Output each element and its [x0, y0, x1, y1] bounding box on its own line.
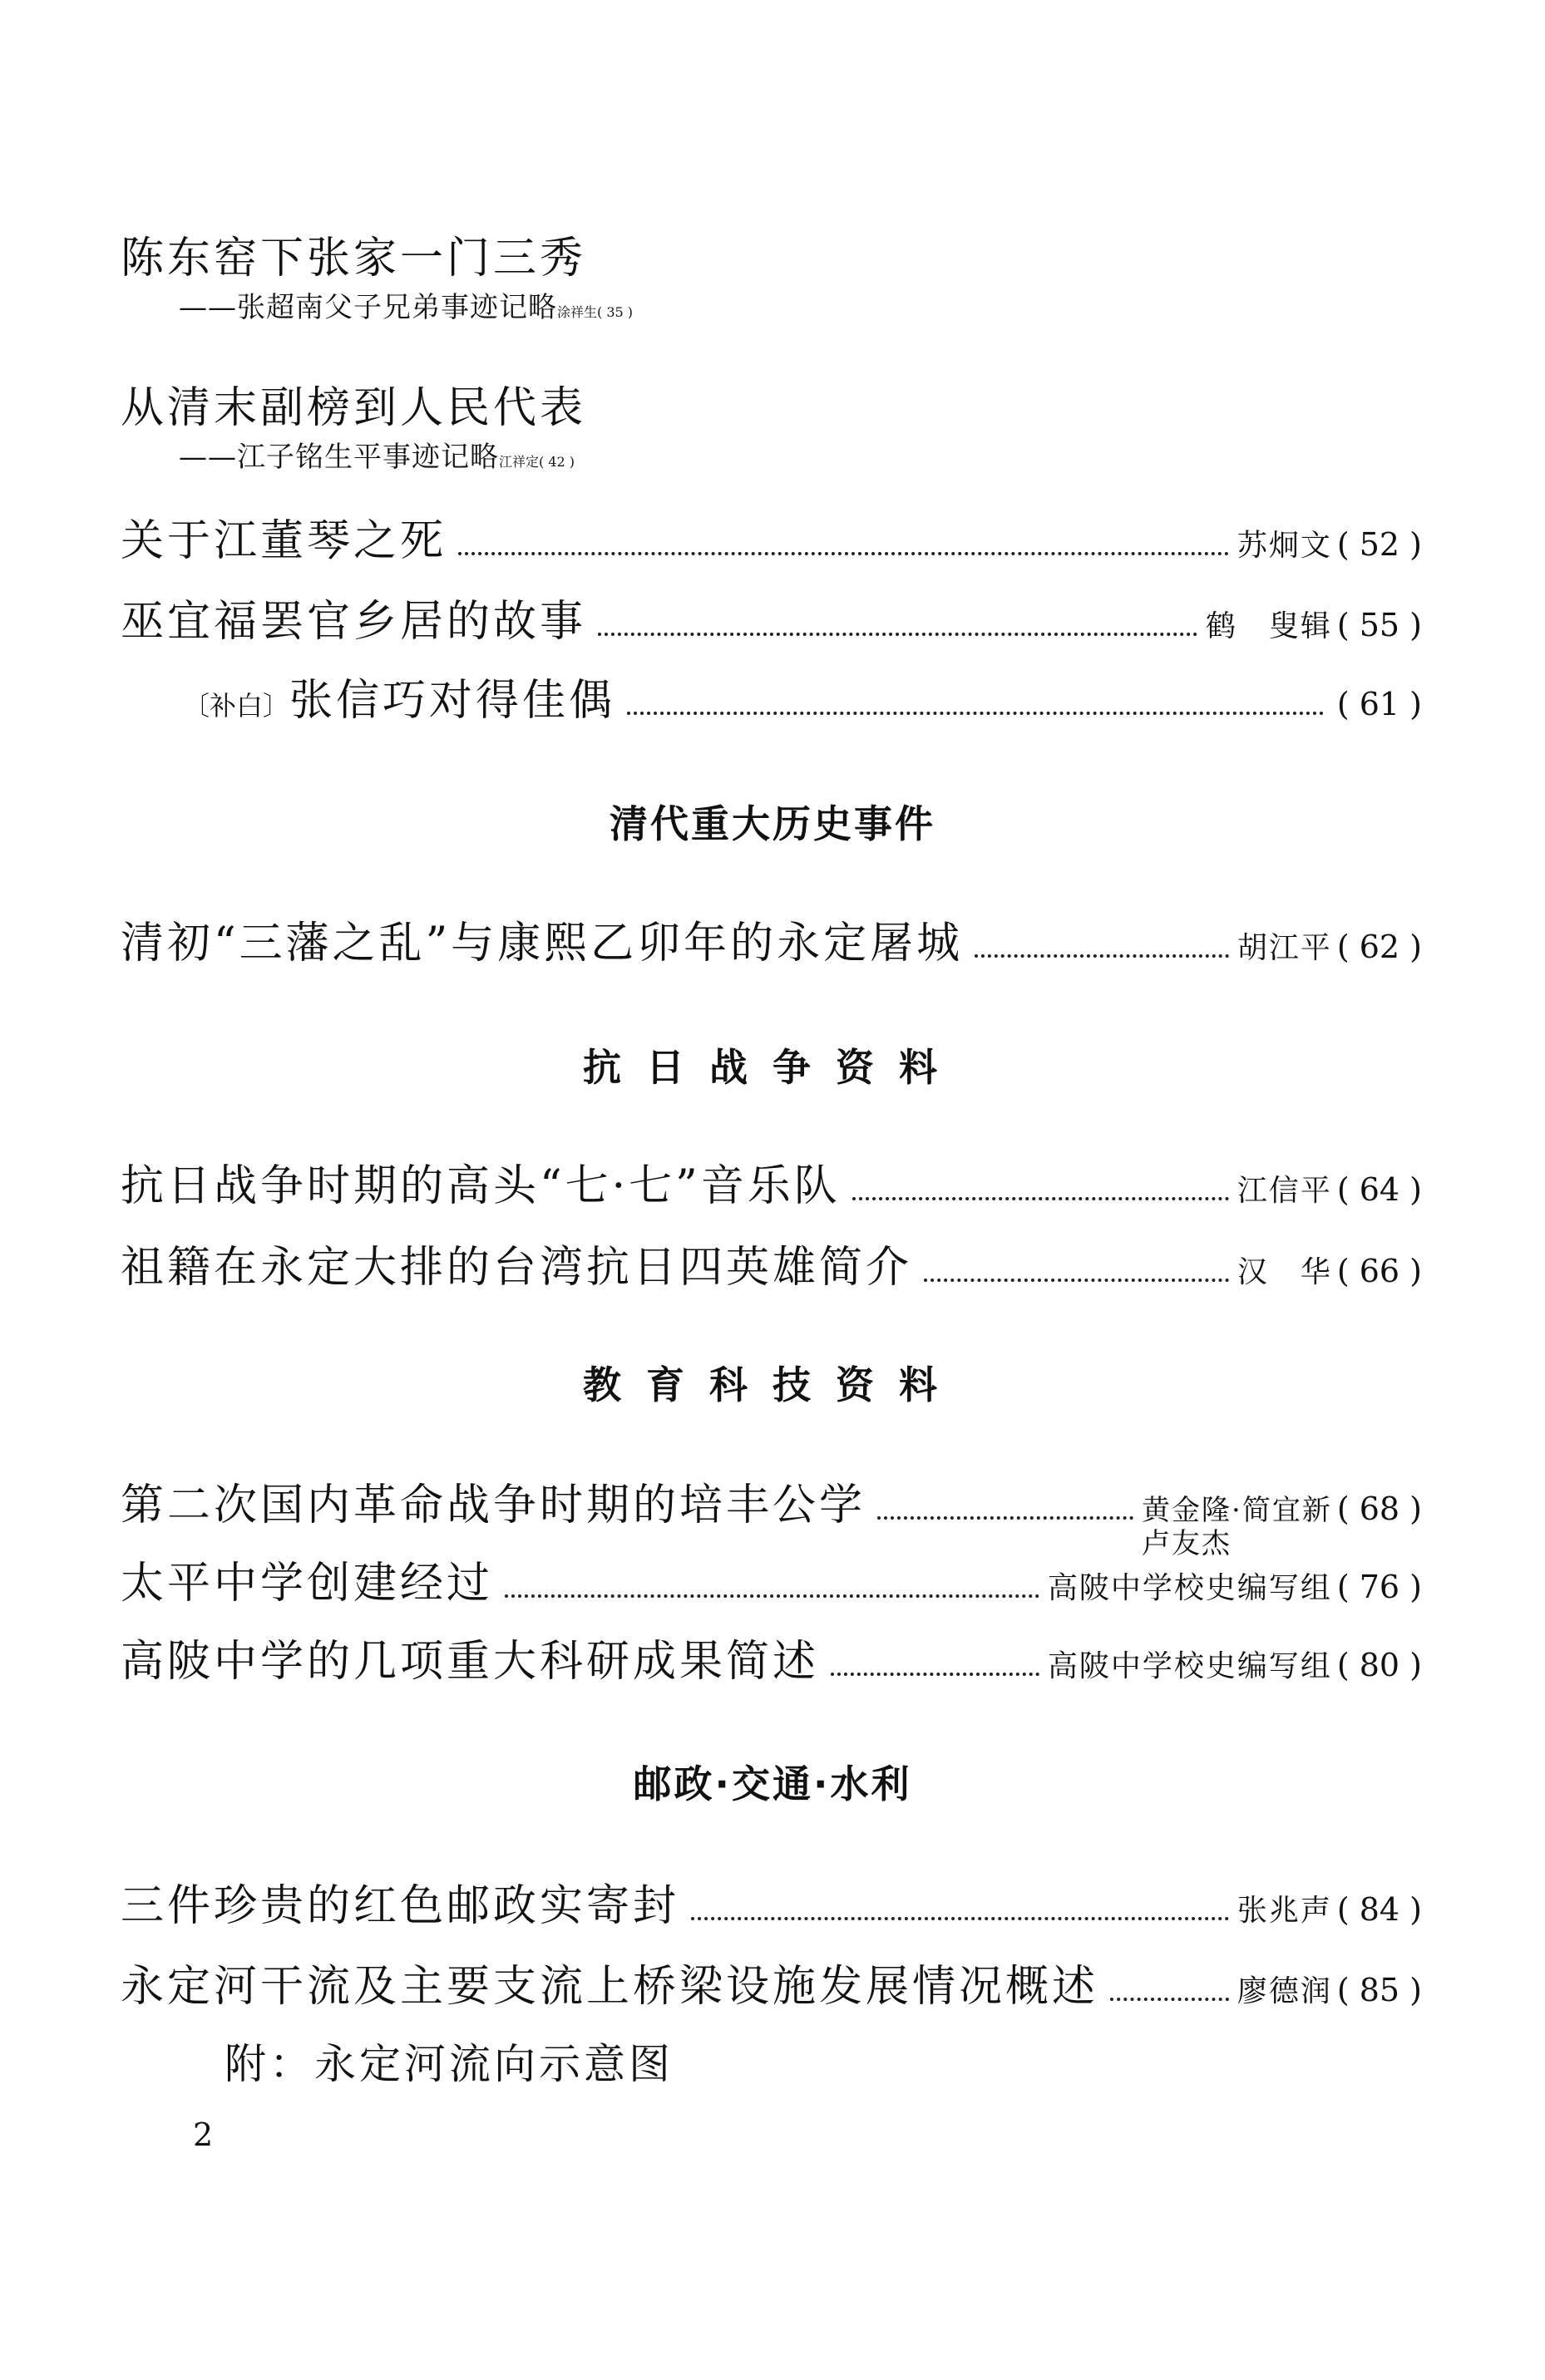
page-number: 2	[193, 2116, 214, 2153]
toc-entry-title: 关于江董琴之死	[121, 516, 447, 566]
leader-dots	[852, 1197, 1229, 1200]
toc-entry-author: 江祥定	[499, 454, 540, 470]
toc-entry-author: 苏炯文	[1236, 529, 1332, 563]
toc-entry	[121, 1232, 1422, 1294]
toc-entry-subline	[179, 434, 1422, 475]
toc-entry-title: 三件珍贵的红色邮政实寄封	[121, 1881, 680, 1931]
toc-entry-title: 巫宜福罢官乡居的故事	[121, 597, 587, 647]
section-heading: 教育科技资料	[583, 1362, 962, 1407]
toc-entry-author: 鹤 叟辑	[1205, 609, 1332, 643]
leader-dots	[505, 1594, 1039, 1598]
leader-dots	[831, 1673, 1039, 1676]
section-heading: 清代重大历史事件	[610, 801, 935, 846]
toc-entry-subline	[179, 284, 1422, 325]
toc-entry	[121, 1151, 1422, 1213]
toc-entry-page: ( 84 )	[1336, 1891, 1422, 1928]
toc-entry-author: 高陂中学校史编写组	[1047, 1571, 1332, 1605]
toc-entry-title: 清初“三藩之乱”与康熙乙卯年的永定屠城	[121, 919, 964, 968]
toc-entry-page: ( 61 )	[1336, 686, 1422, 722]
toc-entry-title: 张信巧对得佳偶	[289, 676, 616, 726]
toc-entry-title: 从清末副榜到人民代表	[121, 383, 587, 433]
leader-dots	[924, 1279, 1229, 1282]
toc-entry-title: 第二次国内革命战争时期的培丰公学	[121, 1481, 866, 1530]
toc-entry-page: ( 52 )	[1336, 526, 1422, 563]
toc-entry-author: 廖德润	[1236, 1974, 1332, 2008]
toc-entry-author: 汉 华	[1236, 1255, 1332, 1289]
toc-entry-subtitle: ——江子铭生平事迹记略	[179, 441, 499, 474]
toc-entry	[121, 908, 1422, 970]
toc-entry-title: 太平中学创建经过	[121, 1559, 494, 1609]
appendix-note: 附：永定河流向示意图	[225, 2040, 674, 2088]
toc-entry-title: 抗日战争时期的高头“七·七”音乐队	[121, 1161, 841, 1211]
toc-entry-page: ( 42 )	[539, 454, 575, 470]
leader-dots	[458, 552, 1229, 555]
toc-entry-page: ( 64 )	[1336, 1171, 1422, 1208]
section-heading: 邮政·交通·水利	[633, 1762, 912, 1806]
toc-entry-page: ( 85 )	[1336, 1972, 1422, 2008]
toc-entry-page: ( 62 )	[1336, 929, 1422, 965]
toc-entry-author: 江信平	[1236, 1174, 1332, 1208]
toc-entry-page: ( 76 )	[1336, 1569, 1422, 1605]
toc-entry	[121, 586, 1422, 648]
toc-entry-author: 卢友杰	[1142, 1527, 1232, 1560]
toc-entry	[121, 1548, 1422, 1610]
leader-dots	[691, 1917, 1229, 1920]
leader-dots	[877, 1516, 1133, 1520]
toc-entry-supplement	[183, 665, 1422, 727]
toc-entry-author: 黄金隆·简宜新	[1142, 1494, 1332, 1527]
toc-entry-title: 永定河干流及主要支流上桥梁设施发展情况概述	[121, 1962, 1099, 2012]
toc-entry-page: ( 66 )	[1336, 1253, 1422, 1289]
leader-dots	[1110, 1998, 1229, 2001]
toc-entry	[121, 1470, 1422, 1560]
toc-entry-title: 高陂中学的几项重大科研成果简述	[121, 1637, 820, 1687]
toc-entry-page: ( 55 )	[1336, 607, 1422, 643]
leader-dots	[627, 712, 1324, 715]
toc-entry-subtitle: ——张超南父子兄弟事迹记略	[179, 291, 557, 324]
toc-entry-author: 涂祥生	[557, 304, 598, 320]
toc-entry-author: 张兆声	[1236, 1894, 1332, 1928]
toc-entry	[121, 1870, 1422, 1933]
toc-entry-page: ( 68 )	[1336, 1491, 1422, 1527]
toc-entry	[121, 505, 1422, 568]
toc-entry-author: 高陂中学校史编写组	[1047, 1649, 1332, 1683]
toc-entry-page: ( 80 )	[1336, 1647, 1422, 1683]
toc-entry-author: 胡江平	[1236, 931, 1332, 965]
leader-dots	[975, 954, 1229, 958]
toc-entry-title: 陈东窑下张家一门三秀	[121, 234, 587, 283]
leader-dots	[598, 633, 1197, 636]
supplement-tag: 〔补白〕	[183, 690, 290, 722]
section-heading: 抗日战争资料	[583, 1045, 962, 1090]
toc-entry-page: ( 35 )	[597, 304, 634, 320]
toc-entry-title: 祖籍在永定大排的台湾抗日四英雄简介	[121, 1243, 913, 1293]
toc-entry	[121, 1626, 1422, 1688]
toc-entry	[121, 1951, 1422, 2013]
